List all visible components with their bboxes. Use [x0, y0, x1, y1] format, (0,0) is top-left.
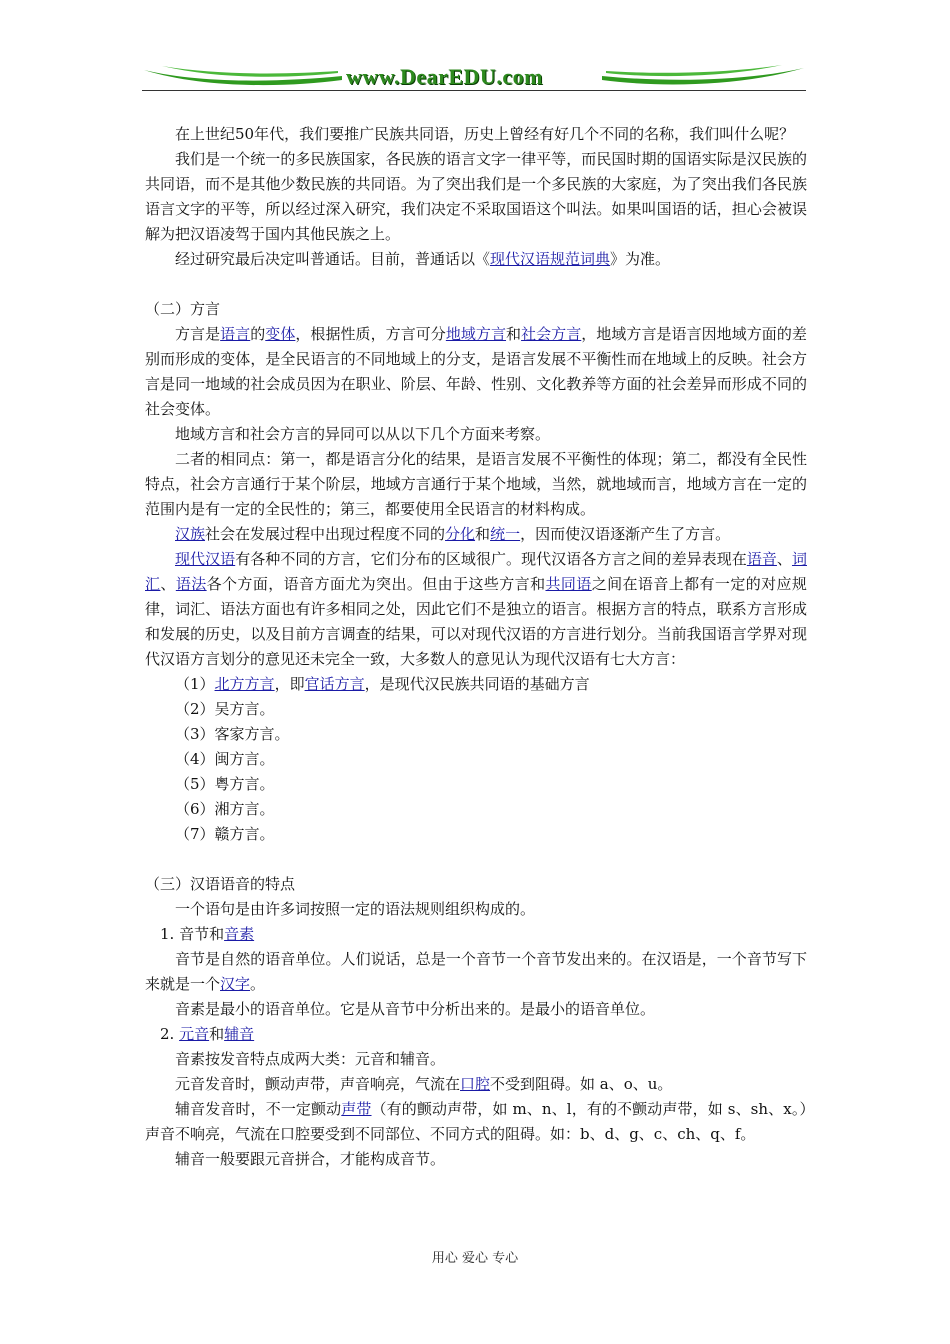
paragraph: 音素是最小的语音单位。它是从音节中分析出来的。是最小的语音单位。: [175, 1000, 656, 1018]
link-guanhua-fangyan[interactable]: 官话方言: [304, 675, 365, 693]
link-dictionary[interactable]: 现代汉语规范词典: [490, 250, 611, 268]
link-kouqiang[interactable]: 口腔: [460, 1075, 491, 1093]
list-item: （4）闽方言。: [175, 750, 275, 768]
link-yinsu[interactable]: 音素: [224, 925, 255, 943]
section-heading: （二）方言: [145, 300, 221, 318]
link-yuyin[interactable]: 语音: [746, 550, 777, 568]
list-item: （6）湘方言。: [175, 800, 275, 818]
link-yuanyin[interactable]: 元音: [179, 1025, 210, 1043]
link-yufa[interactable]: 语法: [175, 575, 207, 593]
paragraph: 经过研究最后决定叫普通话。目前，普通话以《现代汉语规范词典》为准。: [175, 250, 671, 268]
link-fenhua[interactable]: 分化: [445, 525, 476, 543]
list-item: （3）客家方言。: [175, 725, 290, 743]
paragraph: 辅音发音时，不一定颤动声带（有的颤动声带，如 m、n、l，有的不颤动声带，如 s、sh、x。）声音不响亮，气流在口腔要受到不同部位、不同方式的阻碍。如：b、d、g、c、ch、q、f。: [145, 1100, 807, 1143]
site-logo: www.DearEDU.com: [346, 64, 543, 89]
section-heading: （三）汉语语音的特点: [145, 875, 296, 893]
paragraph: 在上世纪50年代，我们要推广民族共同语，历史上曾经有好几个不同的名称，我们叫什么呢？: [175, 125, 795, 143]
list-item: （2）吴方言。: [175, 700, 275, 718]
link-xiandai-hanyu[interactable]: 现代汉语: [175, 550, 236, 568]
subheading: 2. 元音和辅音: [160, 1025, 255, 1043]
paragraph: 方言是语言的变体，根据性质，方言可分地域方言和社会方言，地域方言是语言因地域方面的差别而形成的变体，是全民语言的不同地域上的分支，是语言发展不平衡性而在地域上的反映。社会方言是同一地域的社会成员因为在职业、阶层、年龄、性别、文化教养等方面的社会差异而形成不同的社会变体。: [145, 325, 807, 418]
link-yuyan[interactable]: 语言: [220, 325, 251, 343]
paragraph: 我们是一个统一的多民族国家，各民族的语言文字一律平等，而民国时期的国语实际是汉民族的共同语，而不是其他少数民族的共同语。为了突出我们是一个多民族的大家庭，为了突出我们各民族语言文字的平等，所以经过深入研究，我们决定不采取国语这个叫法。如果叫国语的话，担心会被误解为把汉语凌驾于国内其他民族之上。: [145, 150, 807, 243]
link-hanzi[interactable]: 汉字: [220, 975, 251, 993]
link-fuyin[interactable]: 辅音: [224, 1025, 255, 1043]
paragraph: 二者的相同点：第一，都是语言分化的结果，是语言发展不平衡性的体现；第二，都没有全民性特点，社会方言通行于某个阶层，地域方言通行于某个地域，当然，就地域而言，地域方言在一定的范围内是有一定的全民性的；第三，都要使用全民语言的材料构成。: [145, 450, 807, 518]
link-hanzu[interactable]: 汉族: [175, 525, 206, 543]
paragraph: 元音发音时，颤动声带，声音响亮，气流在口腔不受到阻碍。如 a、o、u。: [175, 1075, 673, 1093]
list-item: （5）粤方言。: [175, 775, 275, 793]
document-body: [145, 122, 807, 1172]
link-bianti[interactable]: 变体: [265, 325, 296, 343]
blank-line: [145, 847, 807, 872]
header-divider: [142, 90, 806, 91]
paragraph: 辅音一般要跟元音拼合，才能构成音节。: [175, 1150, 446, 1168]
link-diyu-fangyan[interactable]: 地域方言: [445, 325, 507, 343]
paragraph: 现代汉语有各种不同的方言，它们分布的区域很广。现代汉语各方言之间的差异表现在语音、词汇、语法各个方面，语音方面尤为突出。但由于这些方言和共同语之间在语音上都有一定的对应规律，词汇、语法方面也有许多相同之处，因此它们不是独立的语言。根据方言的特点，联系方言形成和发展的历史，以及目前方言调查的结果，可以对现代汉语的方言进行划分。当前我国语言学界对现代汉语方言划分的意见还未完全一致，大多数人的意见认为现代汉语有七大方言：: [145, 550, 807, 668]
link-cihui[interactable]: 词汇: [145, 550, 807, 593]
link-gongtongyu[interactable]: 共同语: [545, 575, 592, 593]
page-footer: 用心 爱心 专心: [431, 1251, 519, 1266]
list-item: （1）北方方言，即官话方言，是现代汉民族共同语的基础方言: [175, 675, 590, 693]
paragraph: 一个语句是由许多词按照一定的语法规则组织构成的。: [175, 900, 536, 918]
paragraph: 音节是自然的语音单位。人们说话，总是一个音节一个音节发出来的。在汉语是，一个音节写下来就是一个汉字。: [145, 950, 807, 993]
subheading: 1. 音节和音素: [160, 925, 255, 943]
paragraph: 汉族社会在发展过程中出现过程度不同的分化和统一，因而使汉语逐渐产生了方言。: [175, 525, 731, 543]
link-shengdai[interactable]: 声带: [341, 1100, 372, 1118]
blank-line: [145, 272, 807, 297]
paragraph: 地域方言和社会方言的异同可以从以下几个方面来考察。: [175, 425, 551, 443]
link-beifang-fangyan[interactable]: 北方方言: [214, 675, 275, 693]
paragraph: 音素按发音特点成两大类：元音和辅音。: [175, 1050, 446, 1068]
list-item: （7）赣方言。: [175, 825, 275, 843]
link-shehui-fangyan[interactable]: 社会方言: [521, 325, 582, 343]
link-tongyi[interactable]: 统一: [490, 525, 521, 543]
